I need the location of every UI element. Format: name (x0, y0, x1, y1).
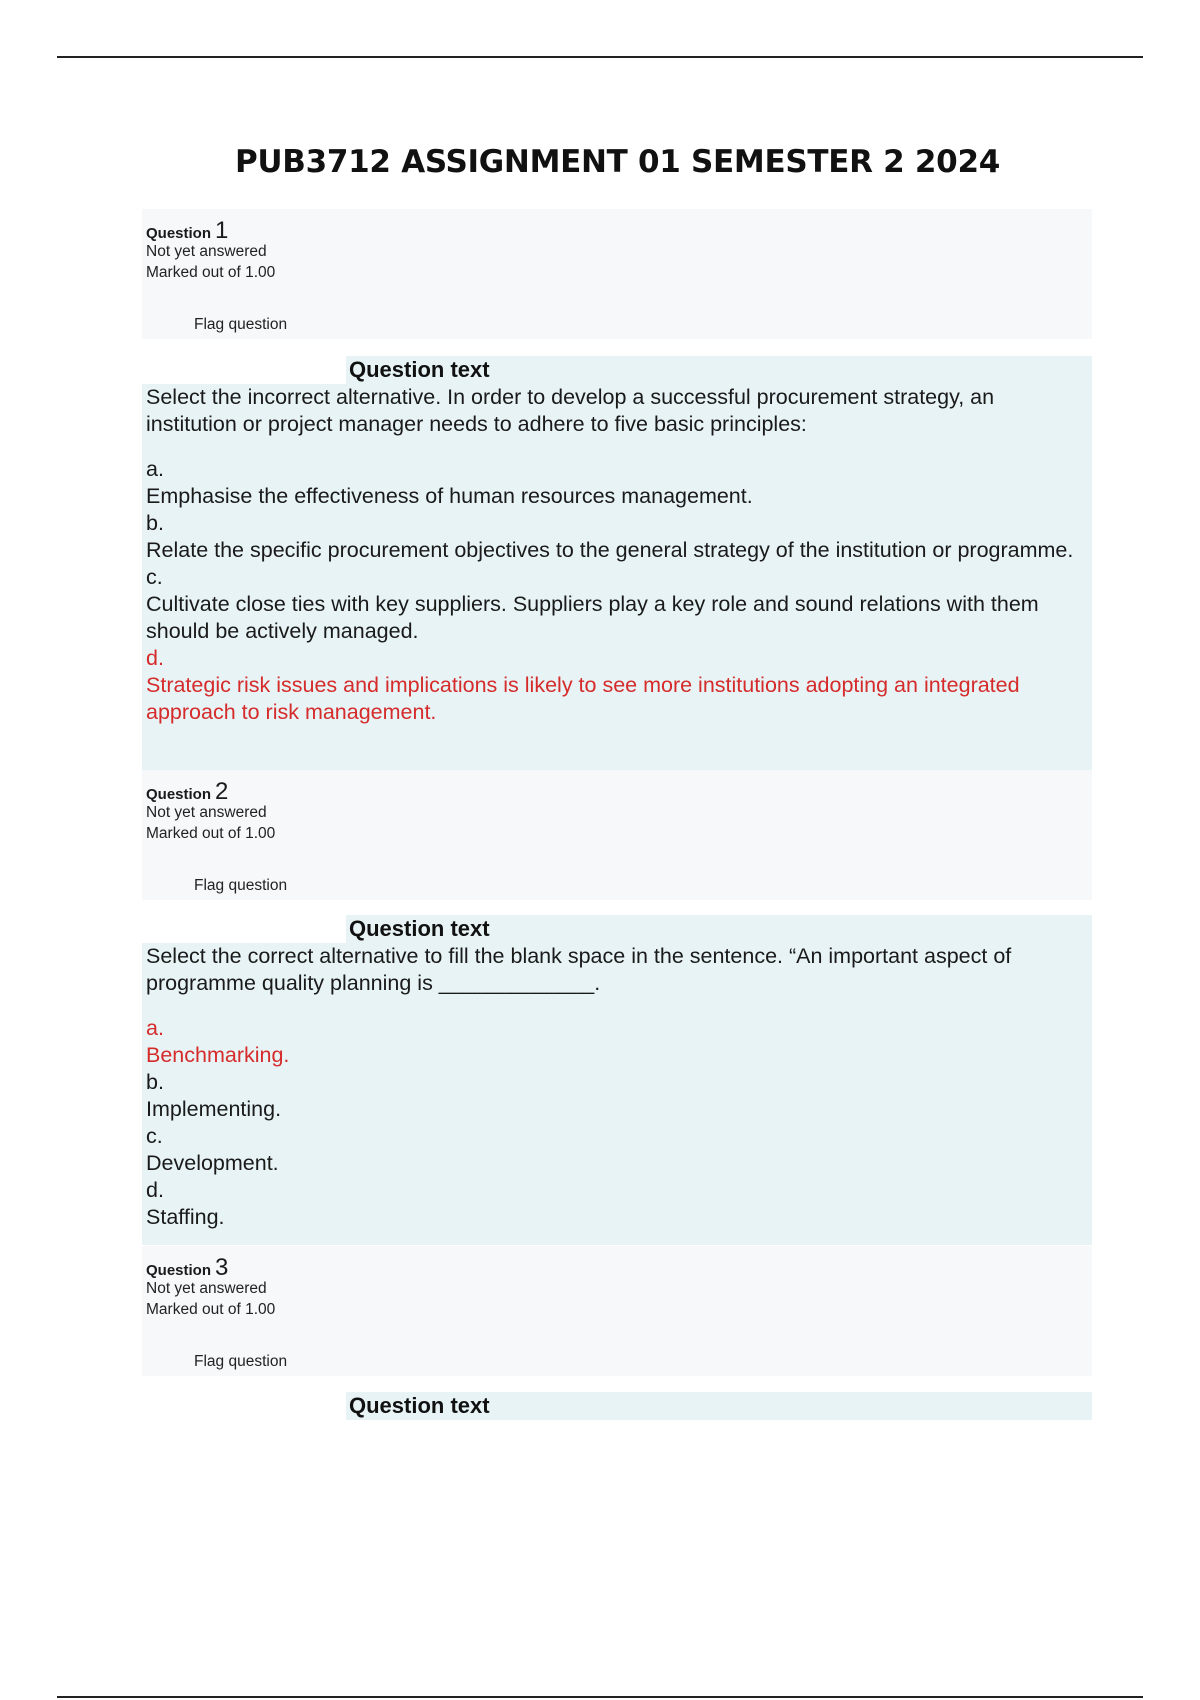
question-1-option-b-text[interactable]: Relate the specific procurement objectives to the general strategy of the institution or programme. (146, 538, 1074, 562)
question-1-content (142, 384, 1092, 770)
top-rule (57, 56, 1143, 58)
question-1-flag-button[interactable]: Flag question (194, 316, 288, 333)
question-3-text-header: Question text (346, 1392, 1092, 1420)
question-2-label: Question 2 (146, 778, 229, 805)
question-2-content (142, 943, 1092, 1245)
question-2-option-a-text[interactable]: Benchmarking. (146, 1043, 290, 1067)
question-1-option-a-letter[interactable]: a. (146, 457, 164, 481)
question-2-number: 2 (215, 778, 229, 805)
question-1-option-b-letter[interactable]: b. (146, 511, 164, 535)
question-3-label: Question 3 (146, 1254, 229, 1281)
question-1-info (142, 209, 1092, 339)
question-2-option-d-letter[interactable]: d. (146, 1178, 164, 1202)
question-1-state: Not yet answered (146, 243, 267, 260)
question-3-marks: Marked out of 1.00 (146, 1301, 276, 1318)
bottom-rule (57, 1696, 1143, 1698)
question-2-option-a-letter[interactable]: a. (146, 1016, 164, 1040)
question-1-option-d-text[interactable]: Strategic risk issues and implications is likely to see more institutions adopting an integrated approach to risk management. (146, 673, 1020, 724)
question-1-marks: Marked out of 1.00 (146, 264, 276, 281)
question-2-option-d-text[interactable]: Staffing. (146, 1205, 225, 1229)
question-3-state: Not yet answered (146, 1280, 267, 1297)
question-3-number: 3 (215, 1254, 229, 1281)
question-2-prompt: Select the correct alternative to fill the blank space in the sentence. “An important aspect of programme quality planning is _____________. (146, 944, 1012, 995)
question-1-option-a-text[interactable]: Emphasise the effectiveness of human resources management. (146, 484, 753, 508)
question-1-prompt: Select the incorrect alternative. In order to develop a successful procurement strategy, an institution or project manager needs to adhere to five basic principles: (146, 385, 995, 436)
question-2-flag-button[interactable]: Flag question (194, 877, 288, 894)
question-2-state: Not yet answered (146, 804, 267, 821)
question-2-option-b-text[interactable]: Implementing. (146, 1097, 282, 1121)
question-1-number: 1 (215, 217, 229, 244)
question-2-marks: Marked out of 1.00 (146, 825, 276, 842)
question-1-text-header: Question text (346, 356, 1092, 384)
question-1-label: Question 1 (146, 217, 229, 244)
question-2-option-c-text[interactable]: Development. (146, 1151, 279, 1175)
question-2-option-c-letter[interactable]: c. (146, 1124, 163, 1148)
question-3-flag-button[interactable]: Flag question (194, 1353, 288, 1370)
question-1-option-c-letter[interactable]: c. (146, 565, 163, 589)
question-2-option-b-letter[interactable]: b. (146, 1070, 164, 1094)
question-2-info (142, 770, 1092, 900)
question-1-option-c-text[interactable]: Cultivate close ties with key suppliers. Suppliers play a key role and sound relations with them should be actively managed. (146, 592, 1039, 643)
question-1-option-d-letter[interactable]: d. (146, 646, 164, 670)
question-3-info (142, 1246, 1092, 1376)
document-title: PUB3712 ASSIGNMENT 01 SEMESTER 2 2024 (235, 144, 1000, 180)
question-2-text-header: Question text (346, 915, 1092, 943)
